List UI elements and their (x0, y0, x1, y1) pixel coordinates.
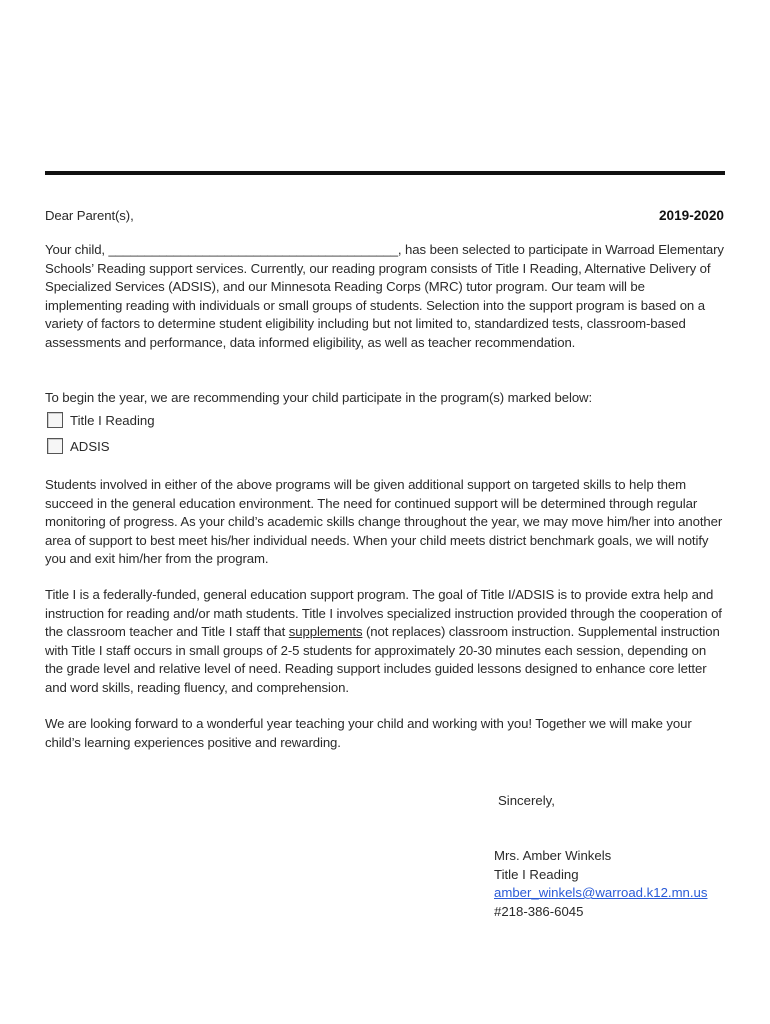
title-i-text-part-1: Title I is a federally-funded, general education support program. The goal of Title I/ADSIS is to provide extra help and instruction for reading and/or math students. Title I involves specialized instruction provided through the cooperation of the classroom teacher and Title I staff that (45, 587, 722, 640)
recommendation-paragraph: To begin the year, we are recommending your child participate in the program(s) marked below: (45, 390, 593, 405)
option-label-title-i-reading: Title I Reading (70, 412, 155, 428)
closing-salutation: Sincerely, (498, 793, 555, 808)
program-support-paragraph: Students involved in either of the above programs will be given additional support on targeted skills to help them succeed in the general education environment. The need for continued support will be determined through regular monitoring of progress. As your child’s academic skills change throughout the year, we may move him/her into another area of support to best meet his/her individual needs. When your child meets district benchmark goals, we will notify you and exit him/her from the program. (45, 477, 723, 567)
greeting: Dear Parent(s), (45, 208, 134, 223)
option-title-i-reading[interactable] (47, 409, 155, 431)
signer-phone: #218-386-6045 (494, 904, 584, 919)
option-label-adsis: ADSIS (70, 438, 110, 454)
school-year: 2019-2020 (658, 208, 724, 223)
title-i-text-part-2: (not replaces) classroom instruction. Supplemental instruction with Title I staff occurs in small groups of 2-5 students for approximately 20-30 minutes each session, depending on the grade level and relative level of need. Reading support includes guided lessons designed to enhance core letter and word skills, reading fluency, and comprehension. (45, 624, 720, 695)
closing-paragraph: We are looking forward to a wonderful year teaching your child and working with you! Together we will make your child’s learning experiences positive and rewarding. (45, 716, 692, 750)
checkbox-adsis[interactable] (47, 438, 63, 454)
header-rule (45, 171, 725, 175)
signer-email-link[interactable]: amber_winkels@warroad.k12.mn.us (494, 885, 708, 900)
signer-title: Title I Reading (494, 867, 579, 882)
supplements-underlined: supplements (288, 624, 363, 640)
checkbox-title-i-reading[interactable] (47, 412, 63, 428)
intro-paragraph: Your child, ________________________________________, has been selected to participate in Warroad Elementary Schools’ Reading support services. Currently, our reading program consists of Title I Reading, Alternative Delivery of Specialized Services (ADSIS), and our Minnesota Reading Corps (MRC) tutor program. Our team will be implementing reading with individuals or small groups of students. Selection into the support program is based on a variety of factors to determine student eligibility including but not limited to, standardized tests, classroom-based assessments and performance, data informed eligibility, as well as teacher recommendation. (45, 242, 724, 350)
option-adsis[interactable] (47, 435, 110, 457)
signer-name: Mrs. Amber Winkels (494, 848, 612, 863)
title-i-description-paragraph (45, 586, 725, 698)
